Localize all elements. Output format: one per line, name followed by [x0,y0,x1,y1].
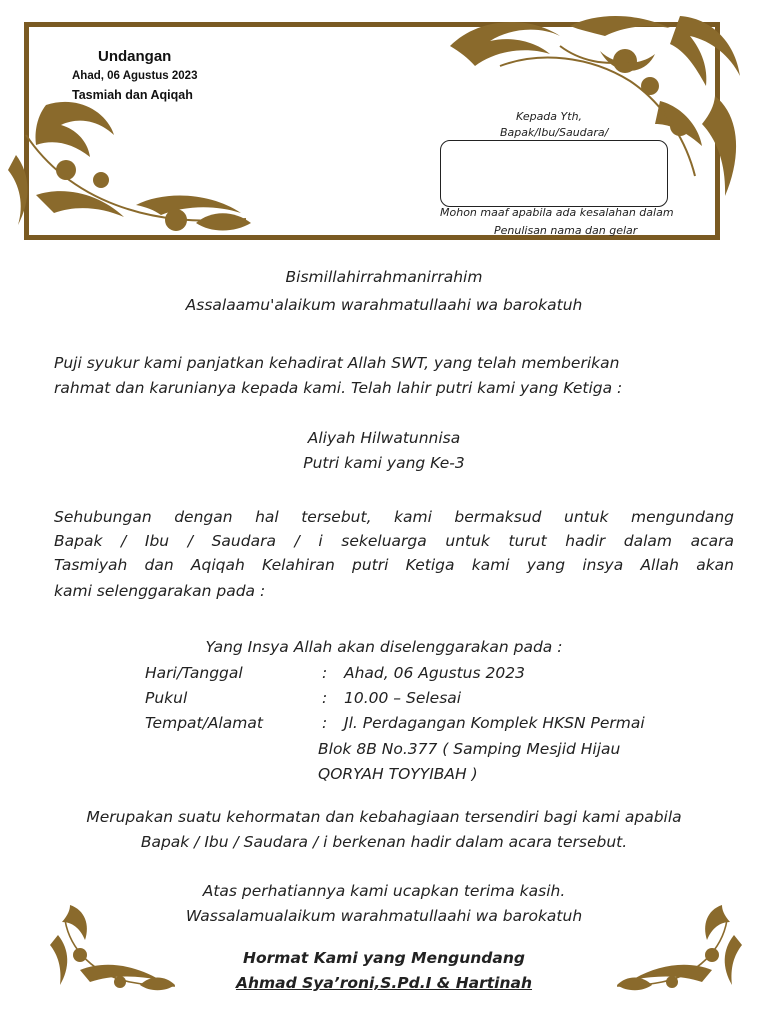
closing-thanks: Atas perhatiannya kami ucapkan terima kasih. [202,882,566,900]
recipient-line-2: Bapak/Ibu/Saudara/ [500,126,609,139]
schedule-sep-time: : [322,689,328,707]
child-order: Putri kami yang Ke-3 [303,454,465,472]
paragraph-2-line-3: Tasmiyah dan Aqiqah Kelahiran putri Ketiga kami yang insya Allah akan [54,556,734,574]
bismillah: Bismillahirrahmanirrahim [285,268,483,286]
schedule-sep-date: : [322,664,328,682]
paragraph-1-line-1: Puji syukur kami panjatkan kehadirat Allah SWT, yang telah memberikan [54,354,620,372]
child-name: Aliyah Hilwatunnisa [307,429,461,447]
event-date: Ahad, 06 Agustus 2023 [72,70,198,82]
schedule-sep-place: : [322,714,328,732]
recipient-line-1: Kepada Yth, [516,110,583,123]
closing-line-1: Merupakan suatu kehormatan dan kebahagiaan tersendiri bagi kami apabila [86,808,682,826]
schedule-label-date: Hari/Tanggal [145,664,243,682]
schedule-value-place: Jl. Perdagangan Komplek HKSN Permai [344,714,645,732]
schedule-address-line-3: QORYAH TOYYIBAH ) [318,765,478,783]
schedule-address-line-2: Blok 8B No.377 ( Samping Mesjid Hijau [318,740,621,758]
schedule-label-place: Tempat/Alamat [145,714,263,732]
paragraph-2-line-1: Sehubungan dengan hal tersebut, kami bermaksud untuk mengundang [54,508,734,526]
paragraph-2 [54,505,734,577]
closing-salam: Wassalamualaikum warahmatullaahi wa barokatuh [185,907,583,925]
event-name: Tasmiah dan Aqiqah [72,88,193,102]
signature-names: Ahmad Sya’roni,S.Pd.I & Hartinah [235,974,533,992]
paragraph-2-line-4: kami selenggarakan pada : [54,582,266,600]
schedule-value-time: 10.00 – Selesai [344,689,462,707]
invitation-title: Undangan [98,48,172,65]
recipient-note-2: Penulisan nama dan gelar [494,224,638,237]
recipient-name-box [440,140,668,207]
schedule-label-time: Pukul [145,689,188,707]
closing-line-2: Bapak / Ibu / Saudara / i berkenan hadir dalam acara tersebut. [140,833,628,851]
floral-left-ornament [6,95,266,245]
signature-heading: Hormat Kami yang Mengundang [243,949,525,967]
recipient-note-1: Mohon maaf apabila ada kesalahan dalam [440,206,674,219]
schedule-intro: Yang Insya Allah akan diselenggarakan pada : [205,638,563,656]
opening-salam: Assalaamu'alaikum warahmatullaahi wa barokatuh [185,296,583,314]
paragraph-1-line-2: rahmat dan karunianya kepada kami. Telah lahir putri kami yang Ketiga : [54,379,623,397]
schedule-value-date: Ahad, 06 Agustus 2023 [344,664,525,682]
paragraph-2-line-2: Bapak / Ibu / Saudara / i sekeluarga untuk turut hadir dalam acara [54,532,734,550]
